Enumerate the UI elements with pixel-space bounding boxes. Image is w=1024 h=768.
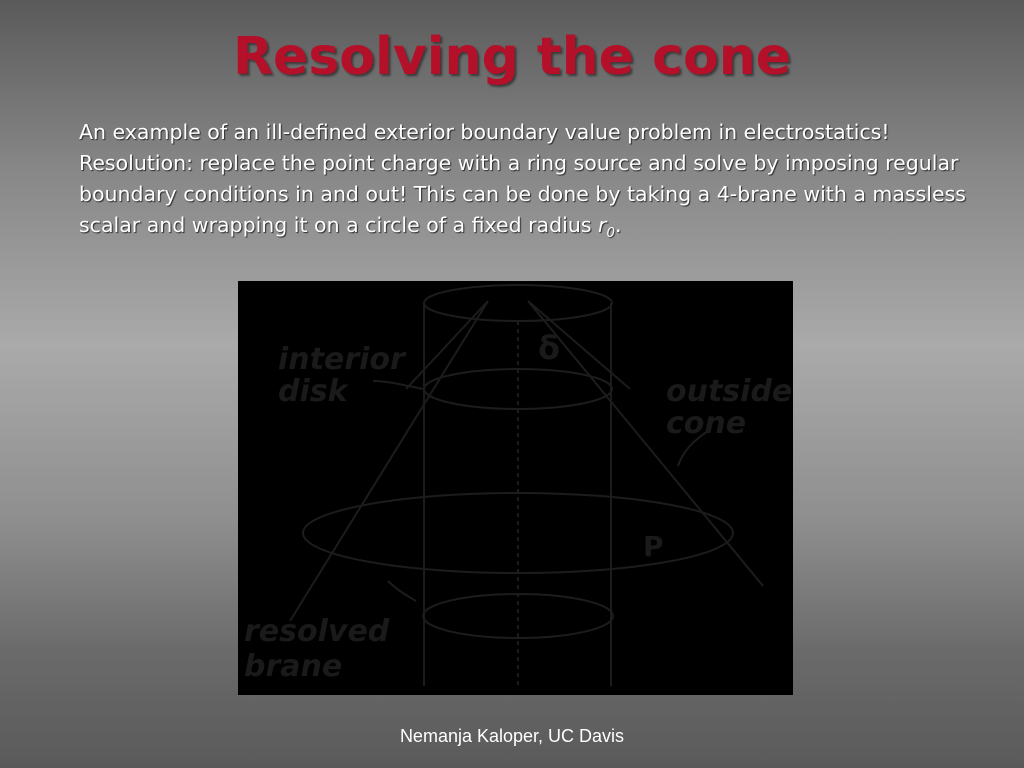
cylinder-bottom-rim	[423, 594, 613, 638]
label-resolved-brane-line2: brane	[244, 649, 343, 684]
cone-diagram	[238, 281, 793, 695]
radius-symbol: r	[598, 213, 607, 237]
cylinder-top-rim	[424, 285, 612, 321]
label-resolved-brane-line1: resolved	[244, 614, 390, 649]
label-interior-disk-line1: interior	[278, 342, 405, 377]
label-interior-disk-line2: disk	[278, 374, 348, 409]
label-point-p: P	[643, 530, 664, 563]
resolved-brane-pointer	[388, 581, 416, 601]
label-angle-delta: δ	[538, 329, 560, 367]
body-paragraph-end: .	[614, 213, 622, 237]
interior-disk-pointer	[373, 381, 423, 389]
slide-title: Resolving the cone	[233, 27, 791, 87]
radius-subscript: 0	[606, 226, 615, 242]
body-paragraph: An example of an ill-defined exterior boundary value problem in electrostatics! Resolution: replace the point charge with a ring source and solve by imposing regular boundary conditions in and out! This can be done by taking a 4-brane with a massless scalar and wrapping it on a circle of a fixed radius	[79, 120, 966, 237]
label-outside-cone-line1: outside	[666, 374, 793, 409]
slide-footer: Nemanja Kaloper, UC Davis	[399, 726, 625, 746]
radius-variable	[598, 213, 615, 242]
slide-body-text	[79, 117, 979, 249]
label-outside-cone-line2: cone	[666, 406, 747, 441]
cone-diagram-svg	[238, 281, 793, 695]
